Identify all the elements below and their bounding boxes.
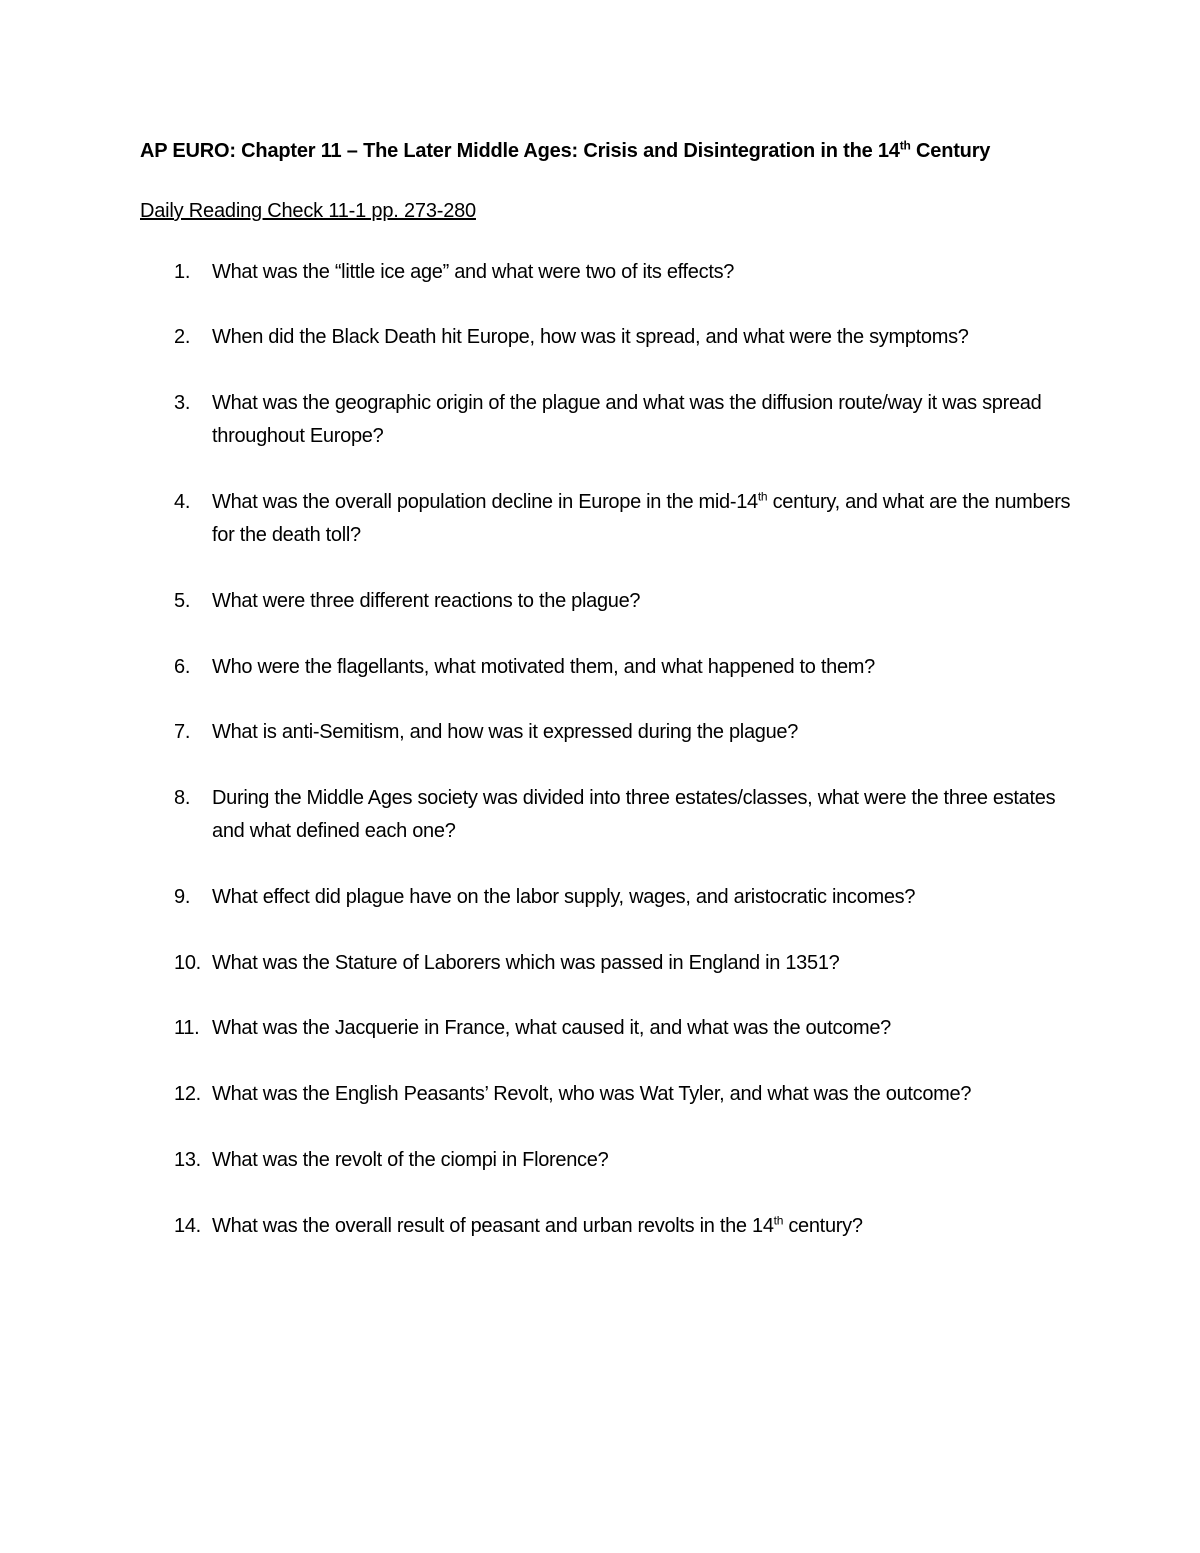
question-number: 13. [174,1149,201,1171]
question-text: During the Middle Ages society was divided into three estates/classes, what were the three estates and what defined each one? [212,787,1056,842]
question-text: What is anti-Semitism, and how was it expressed during the plague? [212,721,799,743]
question-text [212,1210,1082,1243]
question-superscript: th [773,1213,784,1228]
question-text-part: What was the overall population decline in Europe in the mid-14 [212,491,758,513]
question-number: 2. [174,326,191,348]
page-title [140,140,1140,163]
question-superscript: th [757,489,768,504]
question-text: What was the “little ice age” and what were two of its effects? [212,261,735,283]
question-number: 3. [174,392,191,414]
question-number: 5. [174,590,191,612]
question-number: 8. [174,787,191,809]
question-text-part: century? [783,1215,863,1237]
question-number: 4. [174,491,191,513]
question-text: When did the Black Death hit Europe, how was it spread, and what were the symptoms? [212,326,969,348]
question-text: What was the Stature of Laborers which was passed in England in 1351? [212,952,840,974]
question-text: What effect did plague have on the labor supply, wages, and aristocratic incomes? [212,886,916,908]
question-text: What was the Jacquerie in France, what caused it, and what was the outcome? [212,1017,891,1039]
question-text-part: century, and what are the numbers for the death toll? [212,491,1071,546]
question-number: 12. [174,1083,201,1105]
section-heading: Daily Reading Check 11-1 pp. 273-280 [140,200,476,222]
question-number: 14. [174,1215,201,1237]
question-number: 10. [174,952,201,974]
question-number: 9. [174,886,191,908]
title-trailing-text: Century [910,140,991,162]
question-text [212,486,1082,552]
question-text: What was the revolt of the ciompi in Florence? [212,1149,609,1171]
question-text: Who were the flagellants, what motivated them, and what happened to them? [212,656,875,678]
question-text: What were three different reactions to the plague? [212,590,641,612]
question-text-part: What was the overall result of peasant and urban revolts in the 14 [212,1215,774,1237]
question-number: 11. [174,1017,200,1039]
question-text: What was the English Peasants’ Revolt, who was Wat Tyler, and what was the outcome? [212,1083,972,1105]
title-main-text: AP EURO: Chapter 11 – The Later Middle Ages: Crisis and Disintegration in the 14 [140,140,900,162]
question-number: 1. [174,261,191,283]
question-number: 6. [174,656,191,678]
question-text: What was the geographic origin of the plague and what was the diffusion route/way it was spread throughout Europe? [212,392,1042,447]
title-superscript: th [899,138,911,153]
question-number: 7. [174,721,191,743]
